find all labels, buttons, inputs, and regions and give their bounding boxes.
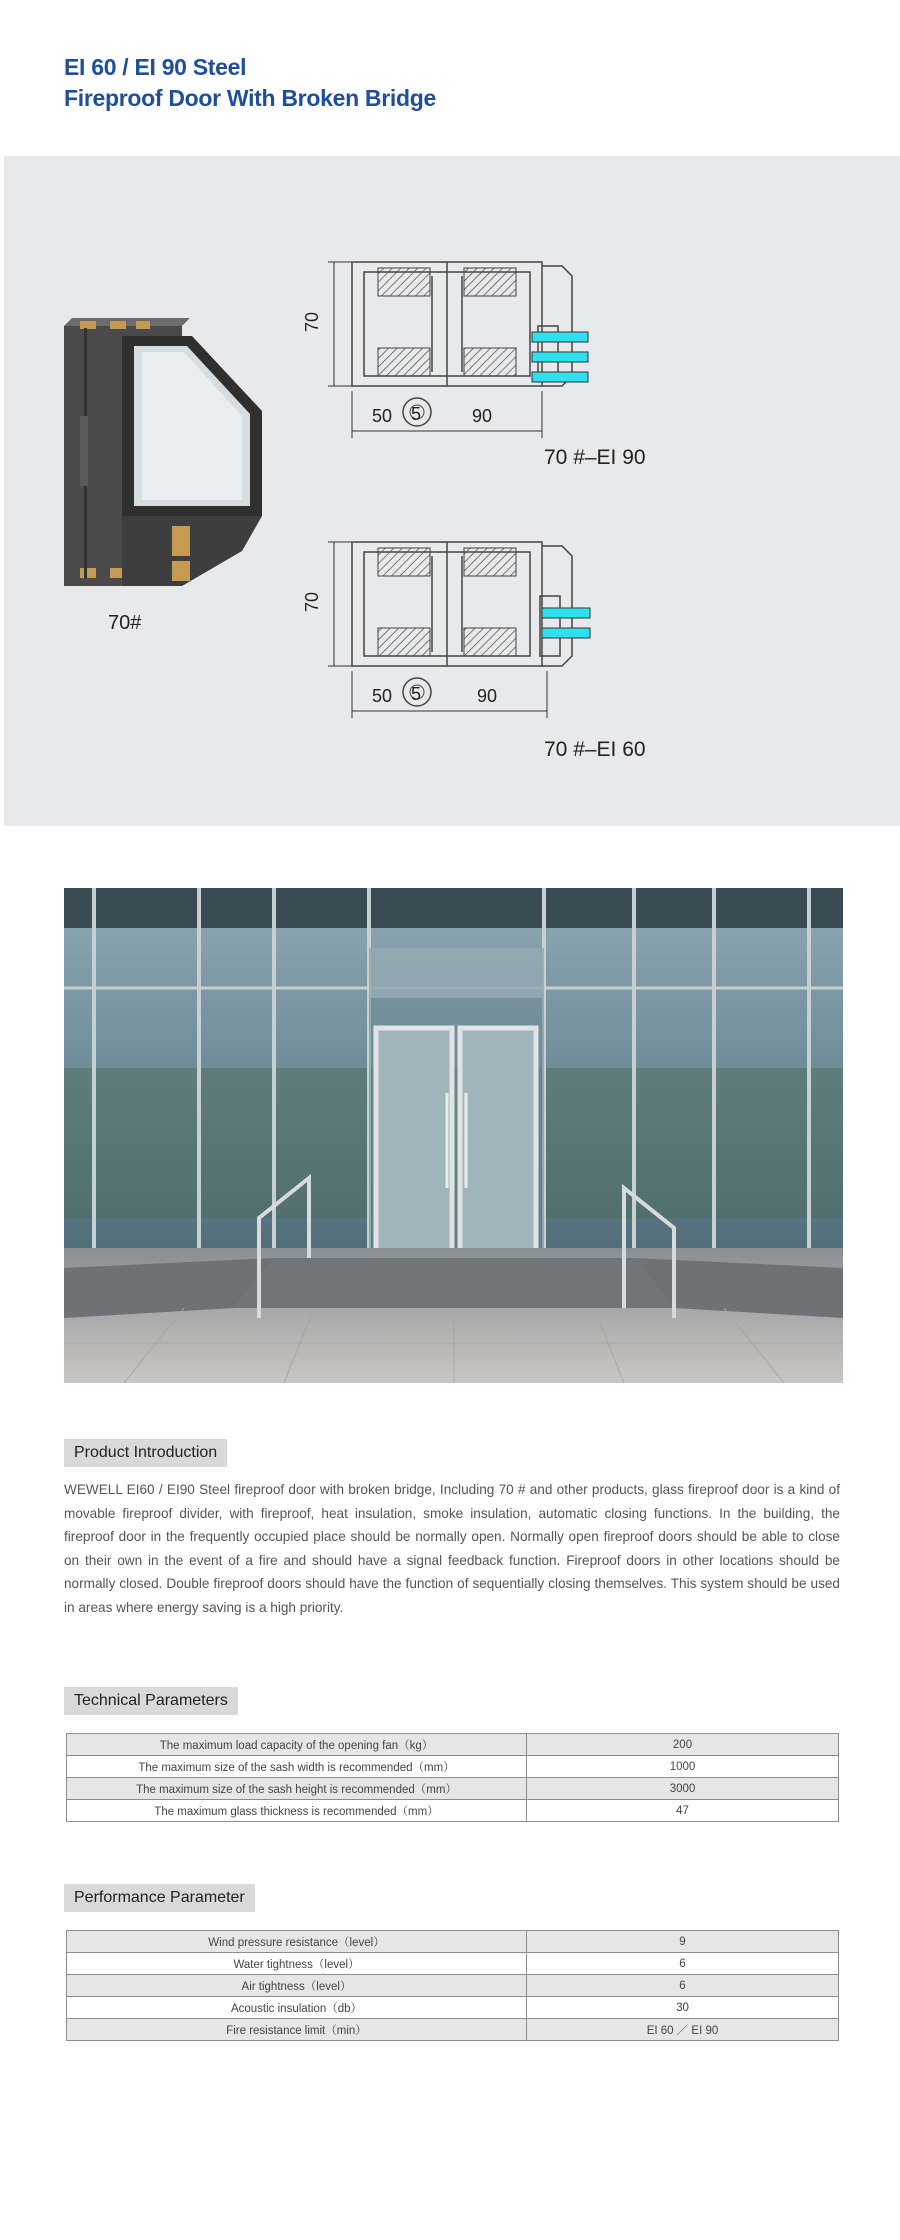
param-value: 3000 bbox=[527, 1778, 839, 1800]
table-row bbox=[67, 1975, 839, 1997]
height-dimension: 70 bbox=[302, 311, 322, 332]
table-row bbox=[67, 1953, 839, 1975]
intro-paragraph: WEWELL EI60 / EI90 Steel fireproof door with broken bridge, Including 70 # and other products, glass fireproof door is a kind of movable fireproof divider, with fireproof, heat insulation, smoke insulation, automatic closing functions. In the building, the fireproof door in the frequently occupied place should be normally open. Normally open fireproof doors should be able to close on their own in the event of a fire and should have a signal feedback function. Fireproof doors in other locations should be normally closed. Double fireproof doors should have the function of sequentially closing themselves. This system should be used in areas where energy saving is a high priority. bbox=[64, 1482, 840, 1615]
height-dimension: 70 bbox=[302, 591, 322, 612]
dimension-center: 5 bbox=[411, 404, 422, 424]
table-row bbox=[67, 1734, 839, 1756]
performance-heading: Performance Parameter bbox=[64, 1884, 255, 1912]
param-value: EI 60 ／ EI 90 bbox=[527, 2019, 839, 2041]
param-value: 6 bbox=[527, 1975, 839, 1997]
drawing-label-ei60: 70 #–EI 60 bbox=[544, 738, 646, 761]
profile-drawing-ei90 bbox=[302, 236, 862, 476]
param-label: The maximum glass thickness is recommended（mm） bbox=[67, 1800, 527, 1822]
intro-heading: Product Introduction bbox=[64, 1439, 227, 1467]
performance-parameters-table bbox=[66, 1930, 839, 2041]
param-label: Water tightness（level） bbox=[67, 1953, 527, 1975]
param-label: The maximum load capacity of the opening fan（kg） bbox=[67, 1734, 527, 1756]
param-value: 200 bbox=[527, 1734, 839, 1756]
param-label: Air tightness（level） bbox=[67, 1975, 527, 1997]
table-row bbox=[67, 1931, 839, 1953]
param-value: 6 bbox=[527, 1953, 839, 1975]
door-model-label: 70# bbox=[108, 612, 142, 634]
param-value: 30 bbox=[527, 1997, 839, 2019]
dimension-left: 50 bbox=[372, 686, 393, 706]
table-row bbox=[67, 1756, 839, 1778]
page-title bbox=[64, 52, 436, 114]
building-entrance-photo bbox=[64, 888, 843, 1383]
param-value: 47 bbox=[527, 1800, 839, 1822]
param-label: Wind pressure resistance（level） bbox=[67, 1931, 527, 1953]
dimension-right: 90 bbox=[472, 406, 493, 426]
drawing-label-ei90: 70 #–EI 90 bbox=[544, 446, 646, 469]
dimension-right: 90 bbox=[477, 686, 498, 706]
param-label: The maximum size of the sash height is recommended（mm） bbox=[67, 1778, 527, 1800]
param-value: 1000 bbox=[527, 1756, 839, 1778]
dimension-left: 50 bbox=[372, 406, 393, 426]
technical-parameters-table bbox=[66, 1733, 839, 1822]
table-row bbox=[67, 1997, 839, 2019]
table-row bbox=[67, 1778, 839, 1800]
param-value: 9 bbox=[527, 1931, 839, 1953]
title-line-1: EI 60 / EI 90 Steel bbox=[64, 54, 247, 80]
technical-heading: Technical Parameters bbox=[64, 1687, 238, 1715]
door-frame-model-image bbox=[62, 316, 292, 606]
param-label: Acoustic insulation（db） bbox=[67, 1997, 527, 2019]
dimension-center: 5 bbox=[411, 684, 422, 704]
param-label: Fire resistance limit（min） bbox=[67, 2019, 527, 2041]
table-row bbox=[67, 2019, 839, 2041]
profile-panel bbox=[4, 156, 900, 826]
table-row bbox=[67, 1800, 839, 1822]
title-line-2: Fireproof Door With Broken Bridge bbox=[64, 85, 436, 111]
param-label: The maximum size of the sash width is recommended（mm） bbox=[67, 1756, 527, 1778]
profile-drawing-ei60 bbox=[302, 526, 862, 766]
